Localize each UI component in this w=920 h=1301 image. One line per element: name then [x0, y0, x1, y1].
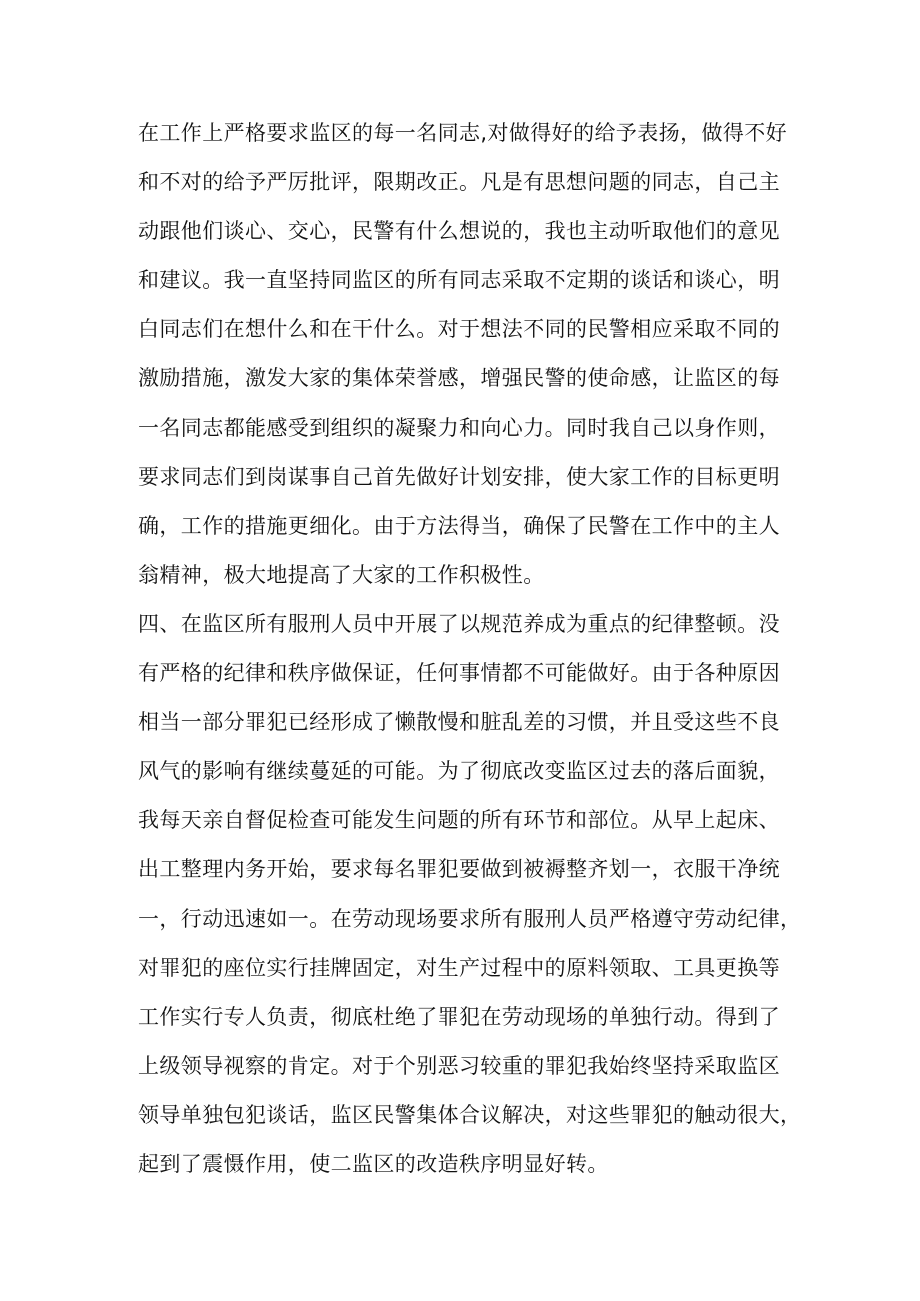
- text-line: 和建议。我一直坚持同监区的所有同志采取不定期的谈话和谈心，明: [138, 268, 780, 293]
- text-line: 要求同志们到岗谋事自己首先做好计划安排，使大家工作的目标更明: [138, 464, 780, 489]
- text-line: 一名同志都能感受到组织的凝聚力和向心力。同时我自己以身作则，: [138, 415, 780, 440]
- text-line: 激励措施，激发大家的集体荣誉感，增强民警的使命感，让监区的每: [138, 366, 780, 391]
- text-line: 有严格的纪律和秩序做保证，任何事情都不可能做好。由于各种原因: [138, 661, 780, 686]
- text-line: 工作实行专人负责，彻底杜绝了罪犯在劳动现场的单独行动。得到了: [138, 1004, 780, 1029]
- text-line: 翁精神，极大地提高了大家的工作积极性。: [138, 562, 545, 587]
- text-line: 上级领导视察的肯定。对于个别恶习较重的罪犯我始终坚持采取监区: [138, 1053, 780, 1078]
- text-line: 一，行动迅速如一。在劳动现场要求所有服刑人员严格遵守劳动纪律，: [138, 906, 802, 931]
- text-line: 相当一部分罪犯已经形成了懒散慢和脏乱差的习惯，并且受这些不良: [138, 710, 780, 735]
- text-line: 出工整理内务开始，要求每名罪犯要做到被褥整齐划一，衣服干净统: [138, 857, 780, 882]
- text-line: 我每天亲自督促检查可能发生问题的所有环节和部位。从早上起床、: [138, 808, 780, 833]
- text-line: 白同志们在想什么和在干什么。对于想法不同的民警相应采取不同的: [138, 317, 780, 342]
- text-line: 起到了震慑作用，使二监区的改造秩序明显好转。: [138, 1151, 609, 1176]
- body-text: [138, 113, 818, 1193]
- text-line: 确，工作的措施更细化。由于方法得当，确保了民警在工作中的主人: [138, 513, 780, 538]
- text-line: 在工作上严格要求监区的每一名同志,对做得好的给予表扬，做得不好: [138, 121, 788, 145]
- text-line: 领导单独包犯谈话，监区民警集体合议解决，对这些罪犯的触动很大，: [138, 1102, 802, 1127]
- section-heading-line: 四、在监区所有服刑人员中开展了以规范养成为重点的纪律整顿。没: [138, 611, 780, 636]
- text-line: 和不对的给予严厉批评，限期改正。凡是有思想问题的同志，自己主: [138, 170, 780, 195]
- text-line: 风气的影响有继续蔓延的可能。为了彻底改变监区过去的落后面貌，: [138, 759, 780, 784]
- text-line: 对罪犯的座位实行挂牌固定，对生产过程中的原料领取、工具更换等: [138, 955, 780, 980]
- text-line: 动跟他们谈心、交心，民警有什么想说的，我也主动听取他们的意见: [138, 219, 780, 244]
